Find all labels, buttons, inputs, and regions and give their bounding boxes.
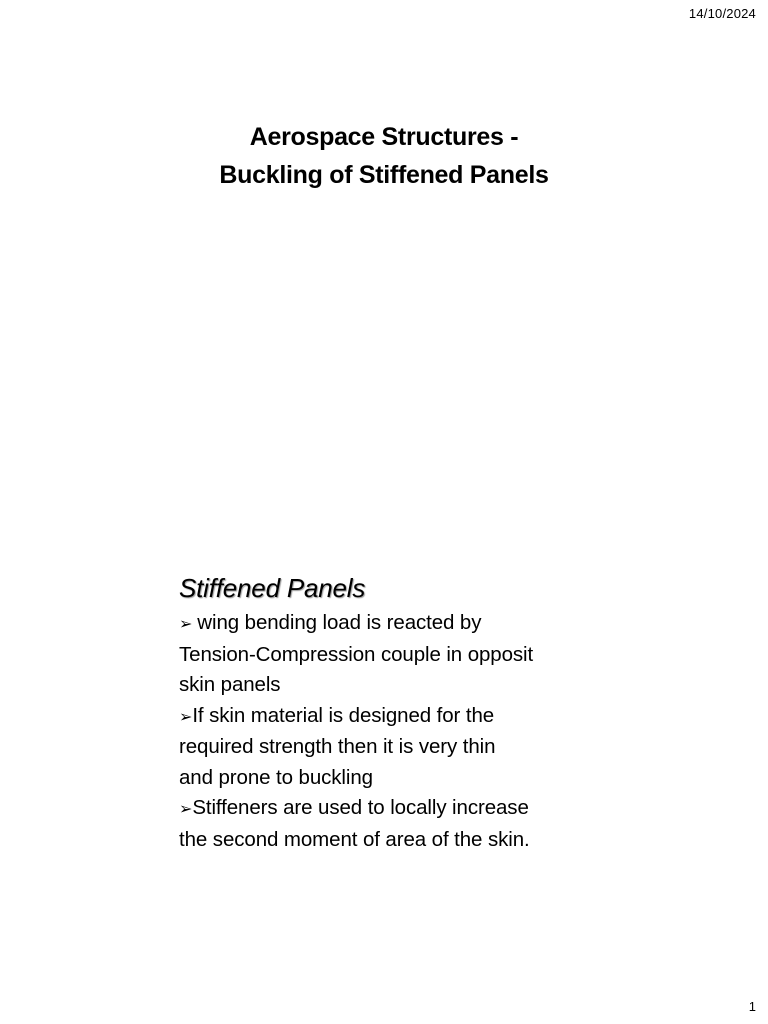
bullet-line: If skin material is designed for the bbox=[192, 703, 495, 727]
bullet-item bbox=[179, 793, 619, 855]
slide-title bbox=[0, 118, 768, 194]
page-number: 1 bbox=[748, 999, 756, 1014]
bullet-line: required strength then it is very thin bbox=[179, 735, 496, 758]
arrow-bullet-icon: ➢ bbox=[179, 614, 198, 633]
bullet-line: wing bending load is reacted by bbox=[197, 611, 482, 634]
title-line-1: Aerospace Structures - bbox=[249, 123, 519, 151]
arrow-bullet-icon: ➢ bbox=[179, 706, 193, 726]
title-slide bbox=[0, 118, 768, 194]
bullet-list bbox=[179, 608, 619, 855]
section-heading: Stiffened Panels bbox=[179, 573, 366, 603]
bullet-line: the second moment of area of the skin. bbox=[179, 827, 530, 851]
bullet-item bbox=[179, 701, 619, 794]
bullet-line: skin panels bbox=[179, 673, 281, 696]
arrow-bullet-icon: ➢ bbox=[179, 799, 193, 818]
date-stamp: 14/10/2024 bbox=[688, 6, 756, 21]
content-slide bbox=[179, 568, 619, 855]
title-line-2: Buckling of Stiffened Panels bbox=[219, 161, 549, 189]
bullet-line: Stiffeners are used to locally increase bbox=[192, 796, 529, 819]
bullet-line: and prone to buckling bbox=[179, 765, 373, 789]
bullet-item bbox=[179, 608, 619, 701]
bullet-line: Tension-Compression couple in opposit bbox=[179, 642, 534, 666]
